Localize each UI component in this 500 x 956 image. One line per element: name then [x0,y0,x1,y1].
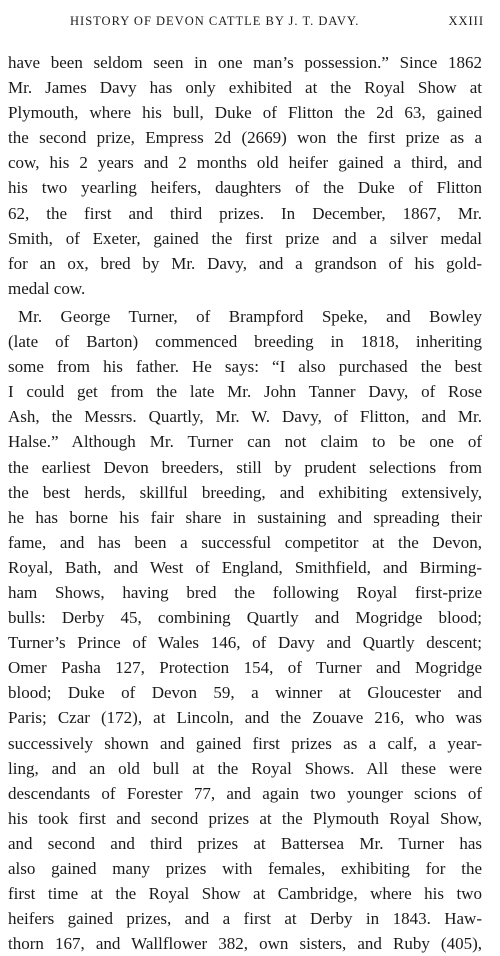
text-line: Mr. James Davy has only exhibited at the Royal Show at [8,78,482,98]
text-line: Paris; Czar (172), at Lincoln, and the Zouave 216, who was [8,708,482,728]
text-line: Ash, the Messrs. Quartly, Mr. W. Davy, of Flitton, and Mr. [8,407,482,427]
text-line: Mr. George Turner, of Brampford Speke, and Bowley [18,306,482,326]
text-line: Turner’s Prince of Wales 146, of Davy and Quartly descent; [8,633,482,653]
paragraph-2 [8,304,486,956]
text-line: bulls: Derby 45, combining Quartly and Mogridge blood; [8,608,482,628]
text-line: Omer Pasha 127, Protection 154, of Turner and Mogridge [8,658,482,678]
running-header [8,10,486,32]
text-line: Smith, of Exeter, gained the first prize and a silver medal [8,228,482,248]
text-line: Plymouth, where his bull, Duke of Flitton the 2d 63, gained [8,103,482,123]
text-line: the earliest Devon breeders, still by prudent selections from [8,457,482,477]
text-line: descendants of Forester 77, and again two younger scions of [8,783,482,803]
text-line: 62, the first and third prizes. In December, 1867, Mr. [8,203,482,223]
text-line: he has borne his fair share in sustaining and spreading their [8,507,482,527]
text-line: some from his father. He says: “I also purchased the best [8,357,482,377]
text-line: (late of Barton) commenced breeding in 1818, inheriting [8,332,482,352]
text-line: have been seldom seen in one man’s possession.” Since 1862 [8,53,482,72]
text-line: Halse.” Although Mr. Turner can not claim to be one of [8,432,482,452]
text-line: medal cow. [8,278,86,298]
text-line: I could get from the late Mr. John Tanner Davy, of Rose [8,382,482,402]
text-line: cow, his 2 years and 2 months old heifer gained a third, and [8,153,482,173]
text-line: for an ox, bred by Mr. Davy, and a grandson of his gold- [8,253,482,273]
body-text [8,50,486,956]
text-line: his took first and second prizes at the Plymouth Royal Show, [8,808,482,828]
text-line: successively shown and gained first prizes as a calf, a year- [8,733,482,753]
text-line: Royal, Bath, and West of England, Smithfield, and Birming- [8,557,482,577]
text-line: heifers gained prizes, and a first at Derby in 1843. Haw- [8,909,482,929]
text-line: fame, and has been a successful competitor at the Devon, [8,532,482,552]
text-line: first time at the Royal Show at Cambridge, where his two [8,884,482,904]
text-line: and second and third prizes at Battersea Mr. Turner has [8,833,482,853]
text-line: the best herds, skillful breeding, and exhibiting extensively, [8,482,482,502]
text-line: his two yearling heifers, daughters of the Duke of Flitton [8,178,482,198]
header-title: HISTORY OF DEVON CATTLE BY J. T. DAVY. [70,14,360,28]
paragraph-1 [8,50,486,301]
text-line: ham Shows, having bred the following Royal first-prize [8,582,482,602]
text-line: ling, and an old bull at the Royal Shows. All these were [8,758,482,778]
text-line: also gained many prizes with females, exhibiting for the [8,859,482,878]
page-number: XXIII [448,14,484,28]
text-line: thorn 167, and Wallflower 382, own sisters, and Ruby (405), [8,934,482,954]
text-line: blood; Duke of Devon 59, a winner at Gloucester and [8,683,482,703]
text-line: the second prize, Empress 2d (2669) won the first prize as a [8,128,482,148]
